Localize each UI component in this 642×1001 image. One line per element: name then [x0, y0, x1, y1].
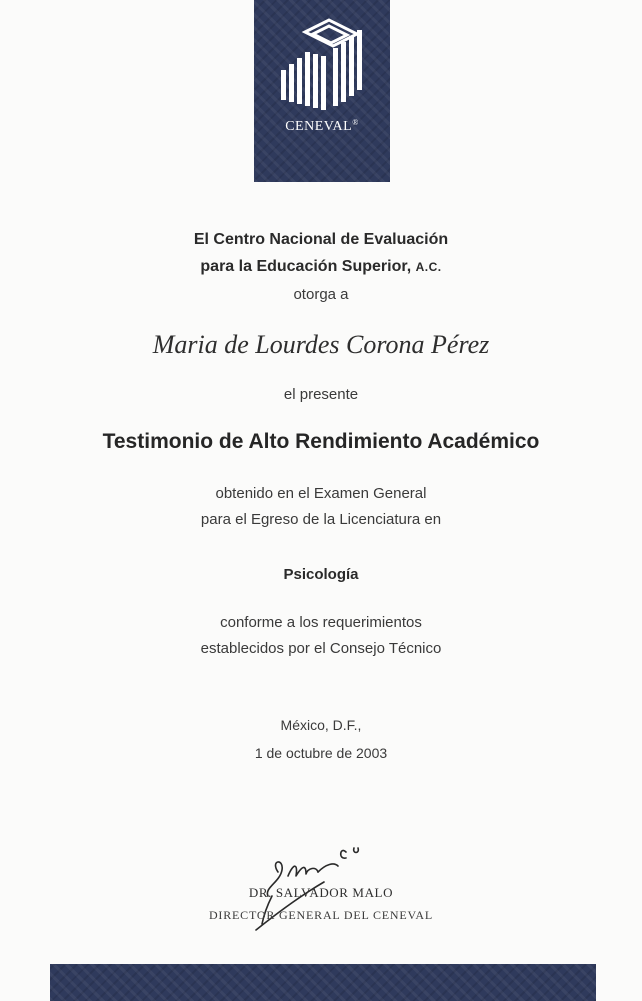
- conform-line-2: establecidos por el Consejo Técnico: [200, 640, 442, 657]
- issue-date: 1 de octubre de 2003: [254, 745, 388, 761]
- footer-band: [50, 964, 596, 1001]
- ceneval-logo-icon: [277, 14, 367, 114]
- issuer-line-1: El Centro Nacional de Evaluación: [193, 231, 449, 248]
- conform-line-1: conforme a los requerimientos: [220, 614, 422, 631]
- ceneval-logo-panel: [254, 0, 390, 182]
- the-present-text: el presente: [283, 386, 359, 403]
- brand-name: CENEVAL: [285, 119, 353, 134]
- signatory-name: DR. SALVADOR MALO: [248, 885, 394, 900]
- obtained-line-2: para el Egreso de la Licenciatura en: [200, 511, 442, 528]
- issuer-line-2-text: para la Educación Superior,: [200, 258, 412, 275]
- grants-text: otorga a: [293, 286, 349, 303]
- recipient-name: Maria de Lourdes Corona Pérez: [152, 330, 490, 359]
- registered-mark: ®: [352, 118, 359, 127]
- issuer-suffix: A.C.: [415, 260, 442, 274]
- career-name: Psicología: [283, 566, 359, 583]
- obtained-line-1: obtenido en el Examen General: [215, 485, 427, 502]
- issuer-line-2: [0, 258, 642, 276]
- award-title: Testimonio de Alto Rendimiento Académico: [102, 430, 540, 453]
- signatory-role: DIRECTOR GENERAL DEL CENEVAL: [208, 908, 434, 922]
- brand-label: [254, 119, 390, 135]
- issue-place: México, D.F.,: [280, 717, 362, 733]
